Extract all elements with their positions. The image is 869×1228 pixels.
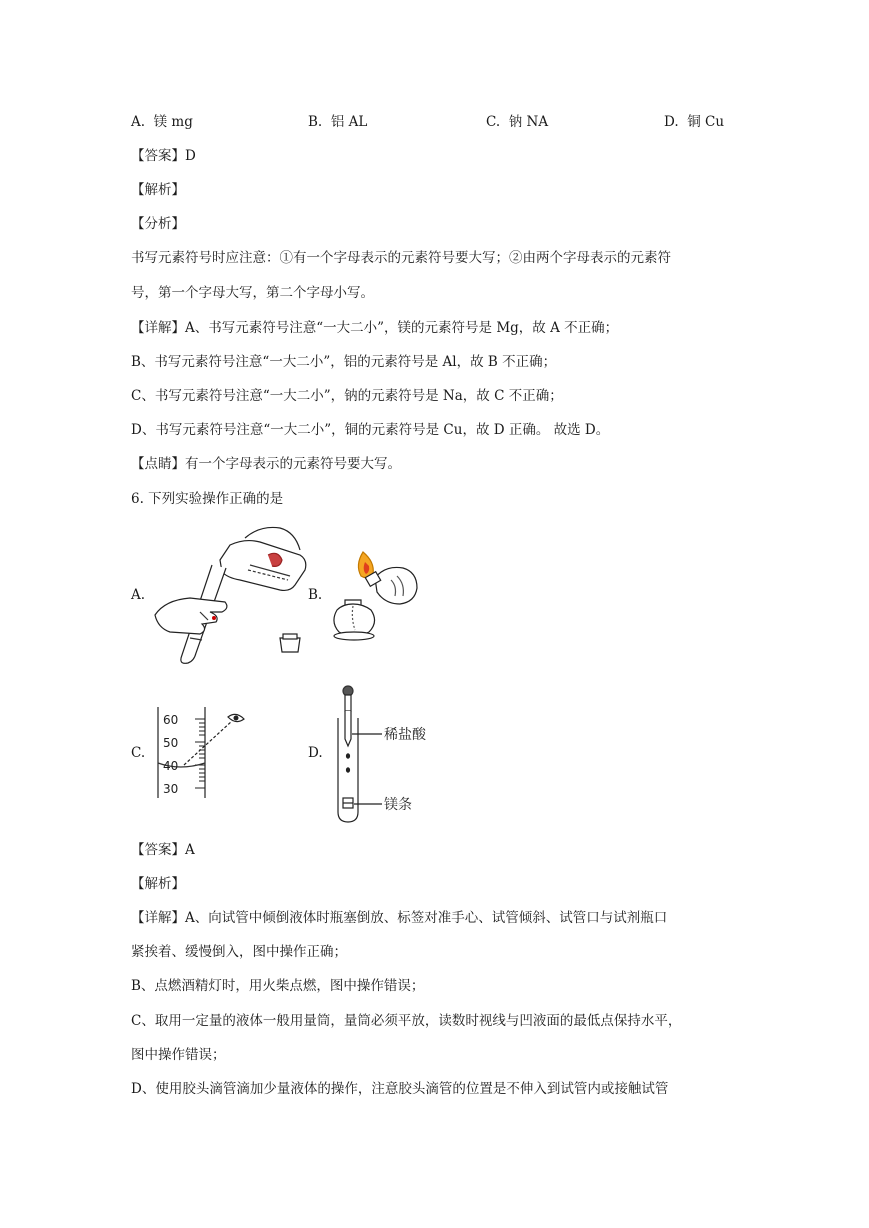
q6-detail-b: B、点燃酒精灯时，用火柴点燃，图中操作错误； bbox=[131, 978, 425, 994]
q5-option-b: B. 铝 AL bbox=[308, 114, 368, 130]
cylinder-tick-50: 50 bbox=[163, 736, 179, 750]
cylinder-tick-30: 30 bbox=[163, 782, 179, 796]
figure-dropper-test-tube bbox=[330, 684, 440, 824]
q5-option-a: A. 镁 mg bbox=[131, 114, 193, 130]
q6-option-a-label: A. bbox=[131, 587, 146, 603]
label-magnesium-ribbon: 镁条 bbox=[384, 797, 412, 813]
q6-detail-c-line1: C、取用一定量的液体一般用量筒，量筒必须平放，读数时视线与凹液面的最低点保持水平， bbox=[131, 1013, 682, 1029]
q5-fenxi-line1: 书写元素符号时应注意：①有一个字母表示的元素符号要大写；②由两个字母表示的元素符 bbox=[131, 250, 671, 266]
q5-options bbox=[131, 112, 771, 132]
figure-graduated-cylinder bbox=[150, 705, 260, 800]
q6-stem: 6. 下列实验操作正确的是 bbox=[131, 491, 284, 507]
q5-option-c: C. 钠 NA bbox=[486, 114, 549, 130]
q6-detail-d-line1: D、使用胶头滴管滴加少量液体的操作，注意胶头滴管的位置是不伸入到试管内或接触试管 bbox=[131, 1081, 669, 1097]
label-dilute-hcl: 稀盐酸 bbox=[384, 727, 426, 743]
cylinder-tick-60: 60 bbox=[163, 713, 179, 727]
q5-analysis-title: 【解析】 bbox=[131, 182, 185, 198]
q5-detail-c: C、书写元素符号注意“一大二小”，钠的元素符号是 Na，故 C 不正确； bbox=[131, 388, 563, 404]
figure-alcohol-lamps bbox=[325, 540, 425, 645]
q6-detail-a-line2: 紧挨着、缓慢倒入，图中操作正确； bbox=[131, 944, 347, 960]
q5-option-d: D. 铜 Cu bbox=[664, 114, 725, 130]
q6-option-d-label: D. bbox=[308, 745, 323, 761]
q5-detail-a: 【详解】A、书写元素符号注意“一大二小”，镁的元素符号是 Mg，故 A 不正确； bbox=[131, 320, 619, 336]
q5-answer: 【答案】D bbox=[131, 148, 196, 164]
q6-detail-a-line1: 【详解】A、向试管中倾倒液体时瓶塞倒放、标签对准手心、试管倾斜、试管口与试剂瓶口 bbox=[131, 910, 668, 926]
q6-detail-c-line2: 图中操作错误； bbox=[131, 1047, 226, 1063]
q5-fenxi-title: 【分析】 bbox=[131, 216, 185, 232]
figure-pouring-liquid bbox=[150, 520, 310, 665]
q6-option-c-label: C. bbox=[131, 745, 146, 761]
q5-fenxi-line2: 号，第一个字母大写，第二个字母小写。 bbox=[131, 285, 374, 301]
cylinder-tick-40: 40 bbox=[163, 759, 179, 773]
q6-answer: 【答案】A bbox=[131, 842, 195, 858]
q5-dianjing: 【点睛】有一个字母表示的元素符号要大写。 bbox=[131, 456, 401, 472]
q6-analysis-title: 【解析】 bbox=[131, 876, 185, 892]
q5-detail-d: D、书写元素符号注意“一大二小”，铜的元素符号是 Cu，故 D 正确。 故选 D。 bbox=[131, 422, 610, 438]
q6-option-b-label: B. bbox=[308, 587, 323, 603]
q5-detail-b: B、书写元素符号注意“一大二小”，铝的元素符号是 Al，故 B 不正确； bbox=[131, 354, 557, 370]
